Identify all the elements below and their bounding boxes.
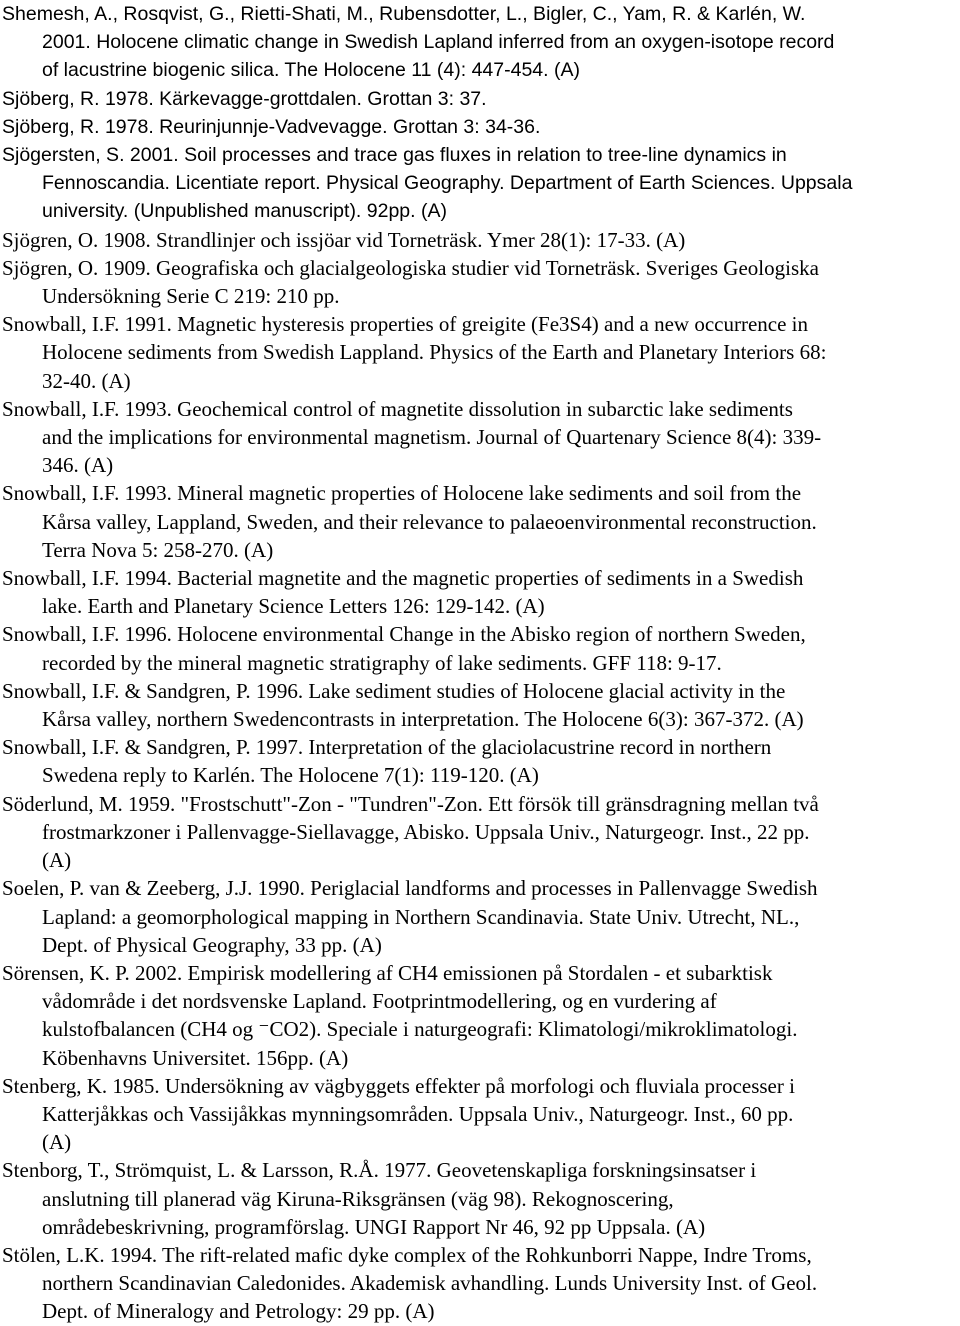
reference-entry: Sörensen, K. P. 2002. Empirisk modellering af CH4 emissionen på Stordalen - et subarktisk vådområde i det nordsvenske Lapland. Footprintmodellering, og en vurdering af kulstofbalancen (CH4 og ⁻CO2). Speciale i naturgeografi: Klimatologi/mikroklimatologi. Köbenhavns Universitet. 156pp. (A) bbox=[2, 960, 798, 1070]
reference-entry: Söderlund, M. 1959. "Frostschutt"-Zon - "Tundren"-Zon. Ett försök till gränsdragning mellan två frostmarkzoner i Pallenvagge-Siellavagge, Abisko. Uppsala Univ., Naturgeogr. Inst., 22 pp. (A) bbox=[2, 791, 819, 873]
reference-entry: Stenborg, T., Strömquist, L. & Larsson, R.Å. 1977. Geovetenskapliga forskningsinsatser i anslutning till planerad väg Kiruna-Riksgränsen (väg 98). Rekognoscering, områdebeskrivning, programförslag. UNGI Rapport Nr 46, 92 pp Uppsala. (A) bbox=[2, 1158, 757, 1239]
reference-entry: Snowball, I.F. 1994. Bacterial magnetite and the magnetic properties of sediments in a Swedish lake. Earth and Planetary Science Letters 126: 129-142. (A) bbox=[2, 566, 804, 619]
reference-entry: Snowball, I.F. & Sandgren, P. 1996. Lake sediment studies of Holocene glacial activity in the Kårsa valley, northern Swedencontrasts in interpretation. The Holocene 6(3): 367-372. (A) bbox=[2, 678, 804, 732]
reference-entry: Snowball, I.F. 1996. Holocene environmental Change in the Abisko region of northern Sweden, recorded by the mineral magnetic stratigraphy of lake sediments. GFF 118: 9-17. bbox=[2, 622, 806, 675]
reference-entry: Snowball, I.F. 1991. Magnetic hysteresis properties of greigite (Fe3S4) and a new occurrence in Holocene sediments from Swedish Lappland. Physics of the Earth and Planetary Interiors 68: 32-40. (A) bbox=[2, 312, 827, 393]
reference-entry: Stenberg, K. 1985. Undersökning av vägbyggets effekter på morfologi och fluviala processer i Katterjåkkas och Vassijåkkas mynningsområden. Uppsala Univ., Naturgeogr. Inst., 60 pp. (A) bbox=[2, 1073, 795, 1155]
reference-entry: Sjögersten, S. 2001. Soil processes and trace gas fluxes in relation to tree-line dynamics in Fennoscandia. Licentiate report. Physical Geography. Department of Earth Sciences. Uppsala university. (Unpublished manuscript). 92pp. (A) bbox=[2, 144, 853, 223]
reference-entry: Soelen, P. van & Zeeberg, J.J. 1990. Periglacial landforms and processes in Pallenvagge Swedish Lapland: a geomorphological mapping in Northern Scandinavia. State Univ. Utrecht, NL., Dept. of Physical Geography, 33 pp. (A) bbox=[2, 876, 818, 957]
reference-entry: Sjöberg, R. 1978. Kärkevagge-grottdalen. Grottan 3: 37. bbox=[2, 87, 487, 110]
reference-entry: Stölen, L.K. 1994. The rift-related mafic dyke complex of the Rohkunborri Nappe, Indre Troms, northern Scandinavian Caledonides. Akademisk avhandling. Lunds University Inst. of Geol. Dept. of Mineralogy and Petrology: 29 pp. (A) bbox=[2, 1242, 818, 1324]
reference-entry: Snowball, I.F. 1993. Geochemical control of magnetite dissolution in subarctic lake sediments and the implications for environmental magnetism. Journal of Quartenary Science 8(4): 339- 346. (A) bbox=[2, 396, 822, 478]
reference-entry: Sjöberg, R. 1978. Reurinjunnje-Vadvevagge. Grottan 3: 34-36. bbox=[2, 115, 541, 138]
reference-entry: Snowball, I.F. 1993. Mineral magnetic properties of Holocene lake sediments and soil from the Kårsa valley, Lappland, Sweden, and their relevance to palaeoenvironmental reconstruction. Terra Nova 5: 258-270. (A) bbox=[2, 481, 817, 562]
reference-entry: Snowball, I.F. & Sandgren, P. 1997. Interpretation of the glaciolacustrine record in northern Swedena reply to Karlén. The Holocene 7(1): 119-120. (A) bbox=[2, 735, 772, 788]
reference-entry: Sjögren, O. 1909. Geografiska och glacialgeologiska studier vid Torneträsk. Sveriges Geologiska Undersökning Serie C 219: 210 pp. bbox=[2, 255, 819, 309]
reference-entry: Sjögren, O. 1908. Strandlinjer och issjöar vid Torneträsk. Ymer 28(1): 17-33. (A) bbox=[2, 227, 686, 252]
reference-entry: Shemesh, A., Rosqvist, G., Rietti-Shati, M., Rubensdotter, L., Bigler, C., Yam, R. & Karlén, W. 2001. Holocene climatic change in Swedish Lapland inferred from an oxygen-isotope record of lacustrine biogenic silica. The Holocene 11 (4): 447-454. (A) bbox=[2, 3, 835, 82]
